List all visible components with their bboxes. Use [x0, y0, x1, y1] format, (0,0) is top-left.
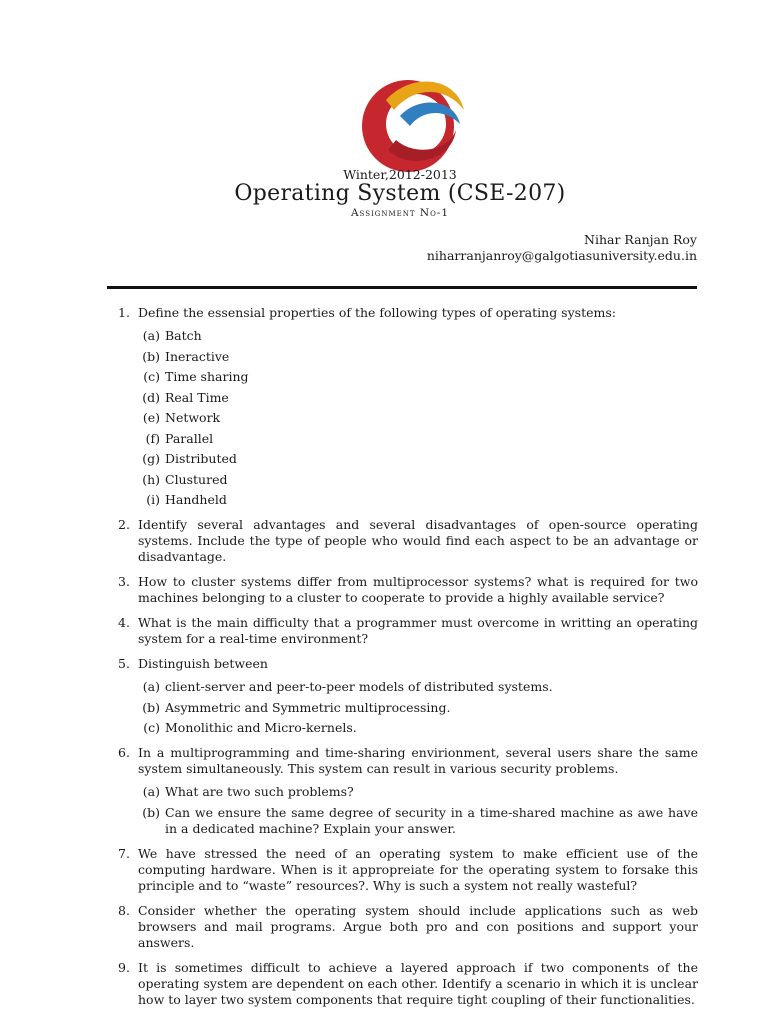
sub-question-label: (b): [142, 348, 160, 364]
sub-question-text: Handheld: [165, 492, 227, 507]
sub-question-list: [138, 784, 698, 837]
sub-question-label: (h): [142, 471, 160, 487]
sub-question-item: [138, 328, 698, 344]
question-text: Identify several advantages and several disadvantages of open-source operating systems. Include the type of people who would find each aspect to be an advantage or disadvantage.: [138, 517, 698, 564]
sub-question-item: [138, 784, 698, 800]
sub-question-text: Time sharing: [165, 369, 249, 384]
question-item: [118, 745, 698, 837]
sub-question-label: (g): [142, 451, 160, 466]
question-item: [118, 305, 698, 508]
sub-question-text: Real Time: [165, 389, 229, 405]
question-number: 3.: [118, 574, 130, 589]
question-item: [118, 960, 698, 1008]
sub-question-item: [138, 349, 698, 365]
sub-question-item: [138, 451, 698, 467]
question-text: We have stressed the need of an operating system to make efficient use of the computing hardware. When is it appropreiate for the operating system to forsake this principle and to “waste” resources?. Why is such a system not really wasteful?: [138, 845, 698, 893]
term-label: Winter,2012-2013: [343, 167, 457, 182]
question-text: In a multiprogramming and time-sharing envirionment, several users share the same system simultaneously. This system can result in various security problems.: [138, 745, 698, 776]
sub-question-label: (d): [142, 389, 160, 405]
sub-question-label: (f): [145, 430, 160, 446]
sub-question-item: [138, 720, 698, 736]
author-name: Nihar Ranjan Roy: [584, 232, 697, 247]
question-item: [118, 903, 698, 951]
sub-question-text: Monolithic and Micro-kernels.: [165, 720, 357, 735]
question-text: Distinguish between: [138, 656, 268, 671]
question-text: How to cluster systems differ from multiprocessor systems? what is required for two machines belonging to a cluster to cooperate to provide a highly available service?: [138, 574, 698, 605]
sub-question-label: (e): [142, 410, 160, 425]
question-number: 5.: [118, 656, 130, 671]
question-number: 9.: [118, 959, 130, 975]
question-list: [118, 305, 698, 1017]
question-item: [118, 846, 698, 894]
sub-question-text: Can we ensure the same degree of security in a time-shared machine as awe have in a dedicated machine? Explain your answer.: [165, 804, 698, 836]
sub-question-label: (a): [142, 679, 160, 694]
sub-question-item: [138, 679, 698, 695]
sub-question-text: Ineractive: [165, 348, 230, 364]
question-number: 6.: [118, 745, 130, 760]
sub-question-list: [138, 328, 698, 508]
author-block: [427, 232, 697, 264]
question-item: [118, 574, 698, 606]
sub-question-label: (c): [143, 369, 160, 384]
sub-question-item: [138, 700, 698, 716]
sub-question-item: [138, 805, 698, 837]
question-text: It is sometimes difficult to achieve a layered approach if two components of the operating system are dependent on each other. Identify a scenario in which it is unclear how to layer two system components that require tight coupling of their functionalities.: [138, 959, 698, 1007]
sub-question-text: What are two such problems?: [165, 784, 354, 799]
sub-question-text: Batch: [165, 328, 202, 343]
question-number: 8.: [118, 902, 130, 918]
question-item: [118, 656, 698, 736]
question-text: Consider whether the operating system should include applications such as web browsers and mail programs. Argue both pro and con positions and support your answers.: [138, 902, 698, 950]
sub-question-text: Asymmetric and Symmetric multiprocessing.: [165, 699, 451, 715]
sub-question-label: (a): [142, 784, 160, 799]
question-item: [118, 615, 698, 647]
question-number: 2.: [118, 517, 130, 532]
question-number: 7.: [118, 845, 130, 861]
sub-question-item: [138, 431, 698, 447]
sub-question-item: [138, 472, 698, 488]
header-divider: [107, 286, 697, 289]
sub-question-item: [138, 410, 698, 426]
question-number: 1.: [118, 305, 130, 320]
question-number: 4.: [118, 615, 130, 630]
sub-question-item: [138, 369, 698, 385]
sub-question-text: Distributed: [165, 451, 237, 466]
sub-question-list: [138, 679, 698, 736]
sub-question-text: Network: [165, 410, 221, 425]
sub-question-text: Parallel: [165, 430, 214, 446]
sub-question-label: (a): [142, 328, 160, 343]
sub-question-label: (b): [142, 804, 160, 820]
sub-question-text: client-server and peer-to-peer models of distributed systems.: [165, 679, 553, 694]
question-text: What is the main difficulty that a programmer must overcome in writting an operating system for a real-time environment?: [138, 615, 698, 646]
author-email: niharranjanroy@galgotiasuniversity.edu.in: [426, 248, 697, 263]
assignment-label: Assignment No-1: [350, 207, 450, 219]
sub-question-label: (i): [146, 492, 160, 507]
question-item: [118, 517, 698, 565]
sub-question-text: Clustured: [165, 471, 228, 487]
sub-question-label: (c): [143, 720, 160, 735]
university-logo: [356, 70, 472, 174]
sub-question-item: [138, 390, 698, 406]
sub-question-label: (b): [142, 699, 160, 715]
sub-question-item: [138, 492, 698, 508]
document-title: Operating System (CSE-207): [234, 181, 566, 206]
question-text: Define the essensial properties of the following types of operating systems:: [138, 305, 616, 320]
